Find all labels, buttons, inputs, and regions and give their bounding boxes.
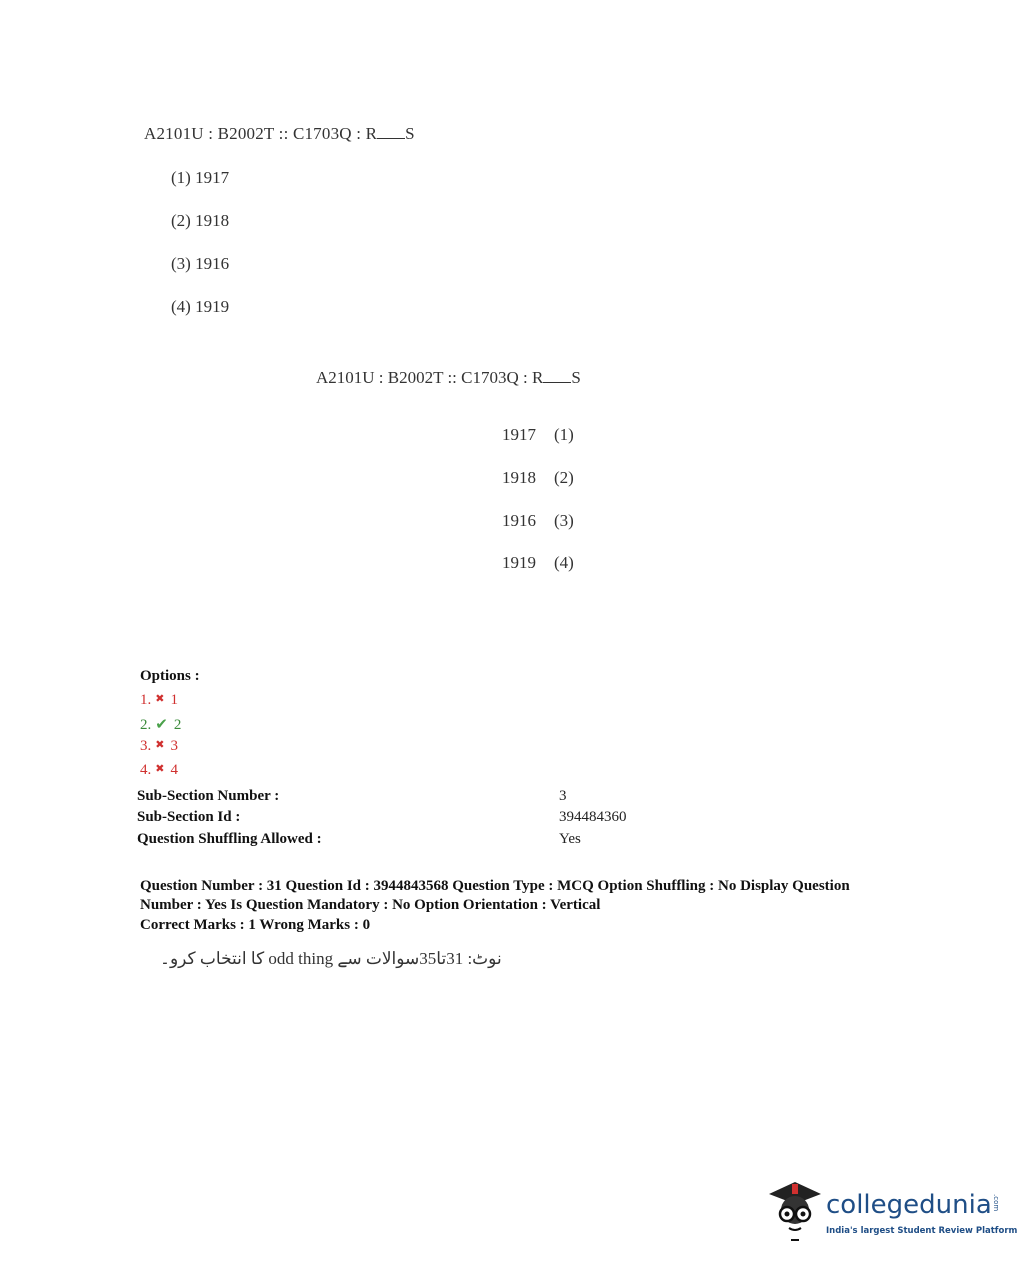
logo-tagline: India's largest Student Review Platform [826,1226,1018,1236]
option-english-2: (2) 1918 [171,211,230,230]
answer-value: 4 [170,762,178,778]
answer-option-3 [140,738,178,755]
mascot-icon [765,1176,825,1248]
answer-option-2 [140,715,181,734]
answer-option-4 [140,762,178,779]
sub-section-id-label: Sub-Section Id : [137,809,241,825]
option-alternate-3 [502,511,574,531]
option-alternate-2 [502,468,574,488]
answer-index: 3. [140,738,152,754]
option-english-3: (3) 1916 [171,254,230,273]
answer-index: 4. [140,762,152,778]
cross-icon: ✖ [155,739,165,751]
question-shuffling-label: Question Shuffling Allowed : [137,831,322,847]
option-alternate-1 [502,425,574,445]
sub-section-number-value: 3 [559,788,567,804]
sub-section-id-value: 394484360 [559,809,627,825]
marks-info: Correct Marks : 1 Wrong Marks : 0 [140,917,371,933]
sub-section-number-label: Sub-Section Number : [137,788,280,804]
question-text-english [144,124,415,144]
logo-name: collegedunia [826,1190,992,1220]
cross-icon: ✖ [155,763,165,775]
logo-suffix: .com [991,1193,1000,1211]
answer-value: 3 [170,738,178,754]
urdu-note: نوٹ: 31تا35سوالات سے odd thing کا انتخاب کرو۔ [160,949,502,968]
option-alternate-4 [502,553,574,573]
question-prefix: A2101U : B2002T :: C1703Q : R [316,368,544,387]
question-suffix: S [405,124,415,143]
option-value: 1919 [502,553,536,572]
option-number: (1) [554,425,574,444]
question-text-alternate [316,368,581,388]
option-english-4: (4) 1919 [171,297,230,316]
answer-index: 2. [140,717,152,733]
option-value: 1918 [502,468,536,487]
option-number: (3) [554,511,574,530]
options-heading: Options : [140,668,200,684]
logo-wordmark [826,1190,1000,1220]
option-value: 1917 [502,425,536,444]
blank-line [543,370,571,383]
question-shuffling-value: Yes [559,831,581,847]
answer-value: 2 [173,717,182,733]
answer-option-1 [140,692,178,709]
option-number: (4) [554,553,574,572]
question-info: Question Number : 31 Question Id : 3944843568 Question Type : MCQ Option Shuffling : No Display Question Number : Yes Is Question Mandatory : No Option Orientation : Vertical [140,878,850,913]
option-value: 1916 [502,511,536,530]
question-prefix: A2101U : B2002T :: C1703Q : R [144,124,378,143]
answer-value: 1 [170,692,178,708]
option-number: (2) [554,468,574,487]
option-english-1: (1) 1917 [171,168,230,187]
cross-icon: ✖ [155,693,165,705]
blank-line [377,126,405,139]
check-icon: ✔ [155,717,168,733]
answer-index: 1. [140,692,152,708]
question-suffix: S [571,368,581,387]
